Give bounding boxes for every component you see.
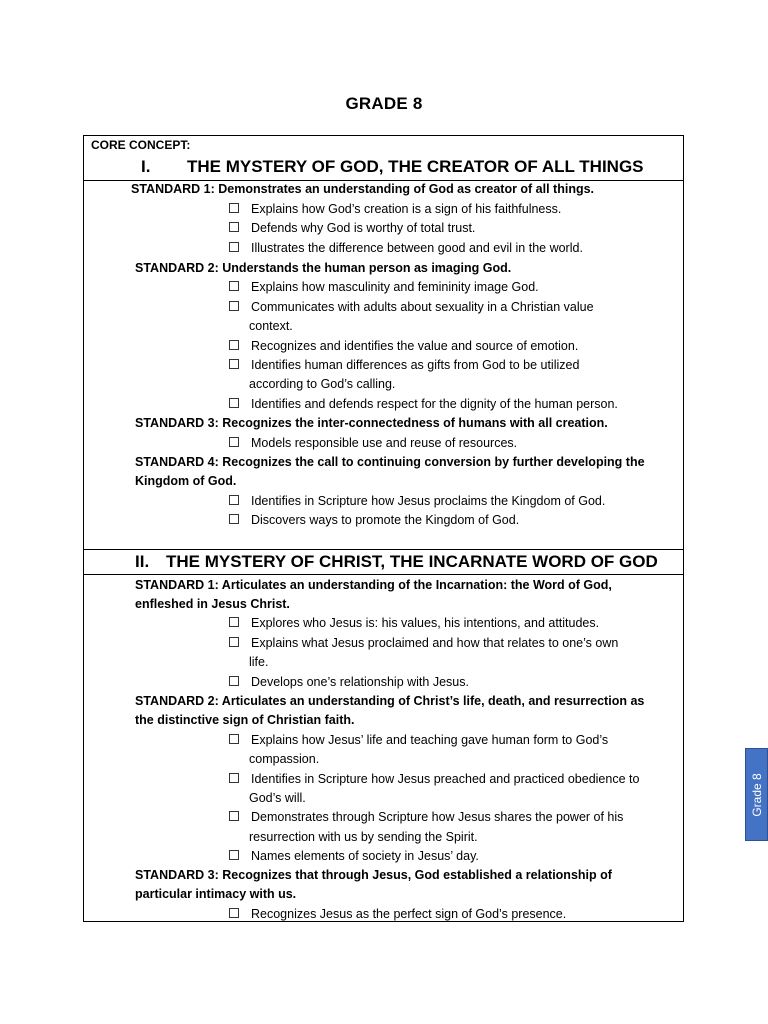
list-item: Develops one’s relationship with Jesus. xyxy=(229,673,469,692)
list-item-continuation: God’s will. xyxy=(249,791,306,805)
checkbox-icon xyxy=(229,203,239,213)
list-item: Explores who Jesus is: his values, his intentions, and attitudes. xyxy=(229,614,599,633)
standards-table xyxy=(83,135,684,922)
list-item: Recognizes and identifies the value and source of emotion. xyxy=(229,337,578,356)
list-item: Identifies in Scripture how Jesus proclaims the Kingdom of God. xyxy=(229,492,605,511)
list-item-continuation: life. xyxy=(249,655,269,669)
divider xyxy=(84,549,683,550)
checkbox-icon xyxy=(229,734,239,744)
section-1-standard-4: STANDARD 4: Recognizes the call to continuing conversion by further developing the xyxy=(135,455,645,469)
checkbox-icon xyxy=(229,242,239,252)
divider xyxy=(84,574,683,575)
checkbox-icon xyxy=(229,359,239,369)
checkbox-icon xyxy=(229,773,239,783)
section-2-standard-3: STANDARD 3: Recognizes that through Jesus, God established a relationship of xyxy=(135,868,612,882)
checkbox-icon xyxy=(229,617,239,627)
list-item: Illustrates the difference between good and evil in the world. xyxy=(229,239,583,258)
section-1-standard-2: STANDARD 2: Understands the human person as imaging God. xyxy=(135,261,512,275)
section-2-standard-2: STANDARD 2: Articulates an understanding of Christ’s life, death, and resurrection as xyxy=(135,694,645,708)
checkbox-icon xyxy=(229,637,239,647)
section-2-standard-1-cont: enfleshed in Jesus Christ. xyxy=(135,597,290,611)
checkbox-icon xyxy=(229,301,239,311)
list-item: Explains how God’s creation is a sign of his faithfulness. xyxy=(229,200,561,219)
section-1-standard-1: STANDARD 1: Demonstrates an understanding of God as creator of all things. xyxy=(131,182,595,196)
list-item: Explains how masculinity and femininity image God. xyxy=(229,278,539,297)
list-item: Discovers ways to promote the Kingdom of God. xyxy=(229,511,519,530)
checkbox-icon xyxy=(229,398,239,408)
section-2-heading xyxy=(135,552,658,572)
section-2-standard-3-cont: particular intimacy with us. xyxy=(135,887,297,901)
checkbox-icon xyxy=(229,222,239,232)
list-item-continuation: compassion. xyxy=(249,752,320,766)
list-item-continuation: resurrection with us by sending the Spirit. xyxy=(249,830,478,844)
section-2-numeral: II. xyxy=(135,552,150,571)
checkbox-icon xyxy=(229,514,239,524)
checkbox-icon xyxy=(229,676,239,686)
checkbox-icon xyxy=(229,340,239,350)
list-item: Identifies human differences as gifts from God to be utilized xyxy=(229,356,579,375)
list-item: Models responsible use and reuse of resources. xyxy=(229,434,517,453)
list-item: Defends why God is worthy of total trust. xyxy=(229,219,475,238)
section-2-standard-1: STANDARD 1: Articulates an understanding of the Incarnation: the Word of God, xyxy=(135,578,612,592)
list-item: Communicates with adults about sexuality in a Christian value xyxy=(229,298,594,317)
list-item: Identifies and defends respect for the dignity of the human person. xyxy=(229,395,618,414)
list-item: Explains how Jesus’ life and teaching gave human form to God’s xyxy=(229,731,608,750)
checkbox-icon xyxy=(229,281,239,291)
list-item: Identifies in Scripture how Jesus preached and practiced obedience to xyxy=(229,770,639,789)
checkbox-icon xyxy=(229,908,239,918)
grade-side-tab[interactable] xyxy=(745,748,768,841)
section-1-title: THE MYSTERY OF GOD, THE CREATOR OF ALL THINGS xyxy=(187,157,644,176)
list-item-continuation: according to God’s calling. xyxy=(249,377,396,391)
section-1-heading xyxy=(141,157,644,177)
list-item: Names elements of society in Jesus’ day. xyxy=(229,847,479,866)
core-concept-label: CORE CONCEPT: xyxy=(91,138,191,152)
section-2-title: THE MYSTERY OF CHRIST, THE INCARNATE WORD OF GOD xyxy=(166,552,658,571)
list-item: Recognizes Jesus as the perfect sign of God’s presence. xyxy=(229,905,566,924)
section-1-standard-3: STANDARD 3: Recognizes the inter-connectedness of humans with all creation. xyxy=(135,416,608,430)
list-item: Explains what Jesus proclaimed and how that relates to one’s own xyxy=(229,634,618,653)
section-1-standard-4-cont: Kingdom of God. xyxy=(135,474,237,488)
checkbox-icon xyxy=(229,495,239,505)
list-item: Demonstrates through Scripture how Jesus shares the power of his xyxy=(229,808,623,827)
checkbox-icon xyxy=(229,850,239,860)
checkbox-icon xyxy=(229,811,239,821)
section-2-standard-2-cont: the distinctive sign of Christian faith. xyxy=(135,713,355,727)
checkbox-icon xyxy=(229,437,239,447)
side-tab-label: Grade 8 xyxy=(749,772,764,817)
list-item-continuation: context. xyxy=(249,319,293,333)
page-title: GRADE 8 xyxy=(345,94,423,113)
section-1-numeral: I. xyxy=(141,157,151,176)
